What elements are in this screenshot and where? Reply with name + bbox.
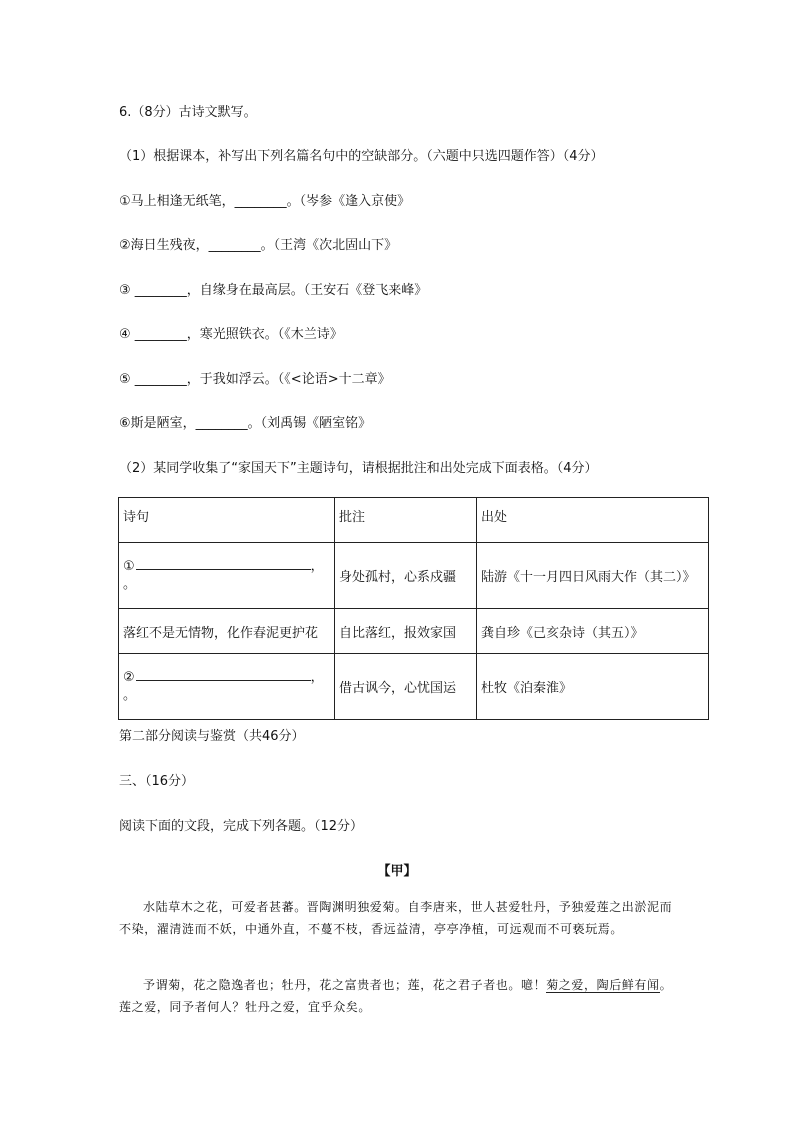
- item-prefix: ⑤: [119, 372, 135, 387]
- source-cell: 龚自珍《己亥杂诗（其五）》: [477, 609, 709, 654]
- part2-heading: 第二部分阅读与鉴赏（共46分）: [119, 729, 305, 744]
- paragraph-text: 予谓菊，花之隐逸者也；牡丹，花之富贵者也；莲，花之君子者也。噫！: [143, 978, 547, 992]
- passage-label: 【甲】: [377, 864, 417, 879]
- note-cell: 自比落红，报效家国: [335, 609, 477, 654]
- underlined-sentence: 菊之爱，陶后鲜有闻: [546, 978, 660, 992]
- source-cell: 杜牧《泊秦淮》: [477, 654, 709, 720]
- reading-instruction: 阅读下面的文段，完成下列各题。（12分）: [119, 819, 364, 834]
- answer-blank[interactable]: ________: [208, 238, 261, 253]
- note-cell: 借古讽今，心忧国运: [335, 654, 477, 720]
- item-prefix: ⑥斯是陋室，: [119, 416, 196, 431]
- header-poem: 诗句: [119, 498, 335, 543]
- item-prefix: ③: [119, 283, 135, 298]
- table-row: [119, 543, 709, 609]
- answer-blank[interactable]: ________: [134, 327, 187, 342]
- fill-item-2: [119, 237, 397, 255]
- blank-number: ①: [123, 559, 135, 574]
- poem-cell: [119, 543, 335, 609]
- answer-blank[interactable]: ________: [234, 194, 287, 209]
- answer-line[interactable]: [136, 557, 311, 570]
- fill-item-5: [119, 371, 391, 389]
- source-cell: 陆游《十一月四日风雨大作（其二）》: [477, 543, 709, 609]
- poetry-table: [118, 497, 709, 720]
- note-cell: 身处孤村，心系戍疆: [335, 543, 477, 609]
- answer-blank[interactable]: ________: [134, 372, 187, 387]
- answer-blank[interactable]: ________: [134, 283, 187, 298]
- item-suffix: 。（岑参《逢入京使》: [286, 194, 411, 209]
- fill-item-6: [119, 415, 371, 433]
- passage-paragraph-2: [119, 974, 679, 1018]
- passage-paragraph-1: 水陆草木之花，可爱者甚蕃。晋陶渊明独爱菊。自李唐来，世人甚爱牡丹，予独爱莲之出淤泥而不染，濯清涟而不妖，中通外直，不蔓不枝，香远益清，亭亭净植，可远观而不可亵玩焉。: [119, 900, 673, 936]
- blank-comma: ，: [310, 670, 324, 685]
- answer-blank[interactable]: ________: [195, 416, 248, 431]
- blank-number: ②: [123, 670, 135, 685]
- blank-comma: ，: [310, 559, 324, 574]
- blank-end: 。: [123, 577, 137, 592]
- header-source: 出处: [477, 498, 709, 543]
- item-suffix: 。（王湾《次北固山下》: [260, 238, 398, 253]
- part2-instruction: （2）某同学收集了“家国天下”主题诗句，请根据批注和出处完成下面表格。（4分）: [119, 461, 598, 476]
- item-suffix: ，于我如浮云。（《<论语>十二章》: [186, 372, 391, 387]
- table-row: [119, 609, 709, 654]
- paragraph-text: 。莲之爱，同予者何人？牡丹之爱，宜乎众矣。: [119, 978, 673, 1014]
- fill-item-1: [119, 193, 410, 211]
- question-title: 6.（8分）古诗文默写。: [119, 105, 257, 120]
- table-header-row: [119, 498, 709, 543]
- part1-instruction: （1）根据课本，补写出下列名篇名句中的空缺部分。（六题中只选四题作答）（4分）: [119, 149, 604, 164]
- table-row: [119, 654, 709, 720]
- item-suffix: ，自缘身在最高层。（王安石《登飞来峰》: [186, 283, 428, 298]
- header-note: 批注: [335, 498, 477, 543]
- poem-cell: 落红不是无情物，化作春泥更护花: [119, 609, 335, 654]
- item-suffix: ，寒光照铁衣。（《木兰诗》: [186, 327, 343, 342]
- section3-heading: 三、（16分）: [119, 774, 195, 789]
- item-prefix: ②海日生残夜，: [119, 238, 209, 253]
- item-prefix: ①马上相逢无纸笔，: [119, 194, 235, 209]
- fill-item-3: [119, 282, 427, 300]
- item-prefix: ④: [119, 327, 135, 342]
- fill-item-4: [119, 326, 343, 344]
- answer-line[interactable]: [136, 668, 311, 681]
- poem-cell: [119, 654, 335, 720]
- blank-end: 。: [123, 688, 137, 703]
- item-suffix: 。（刘禹锡《陋室铭》: [247, 416, 372, 431]
